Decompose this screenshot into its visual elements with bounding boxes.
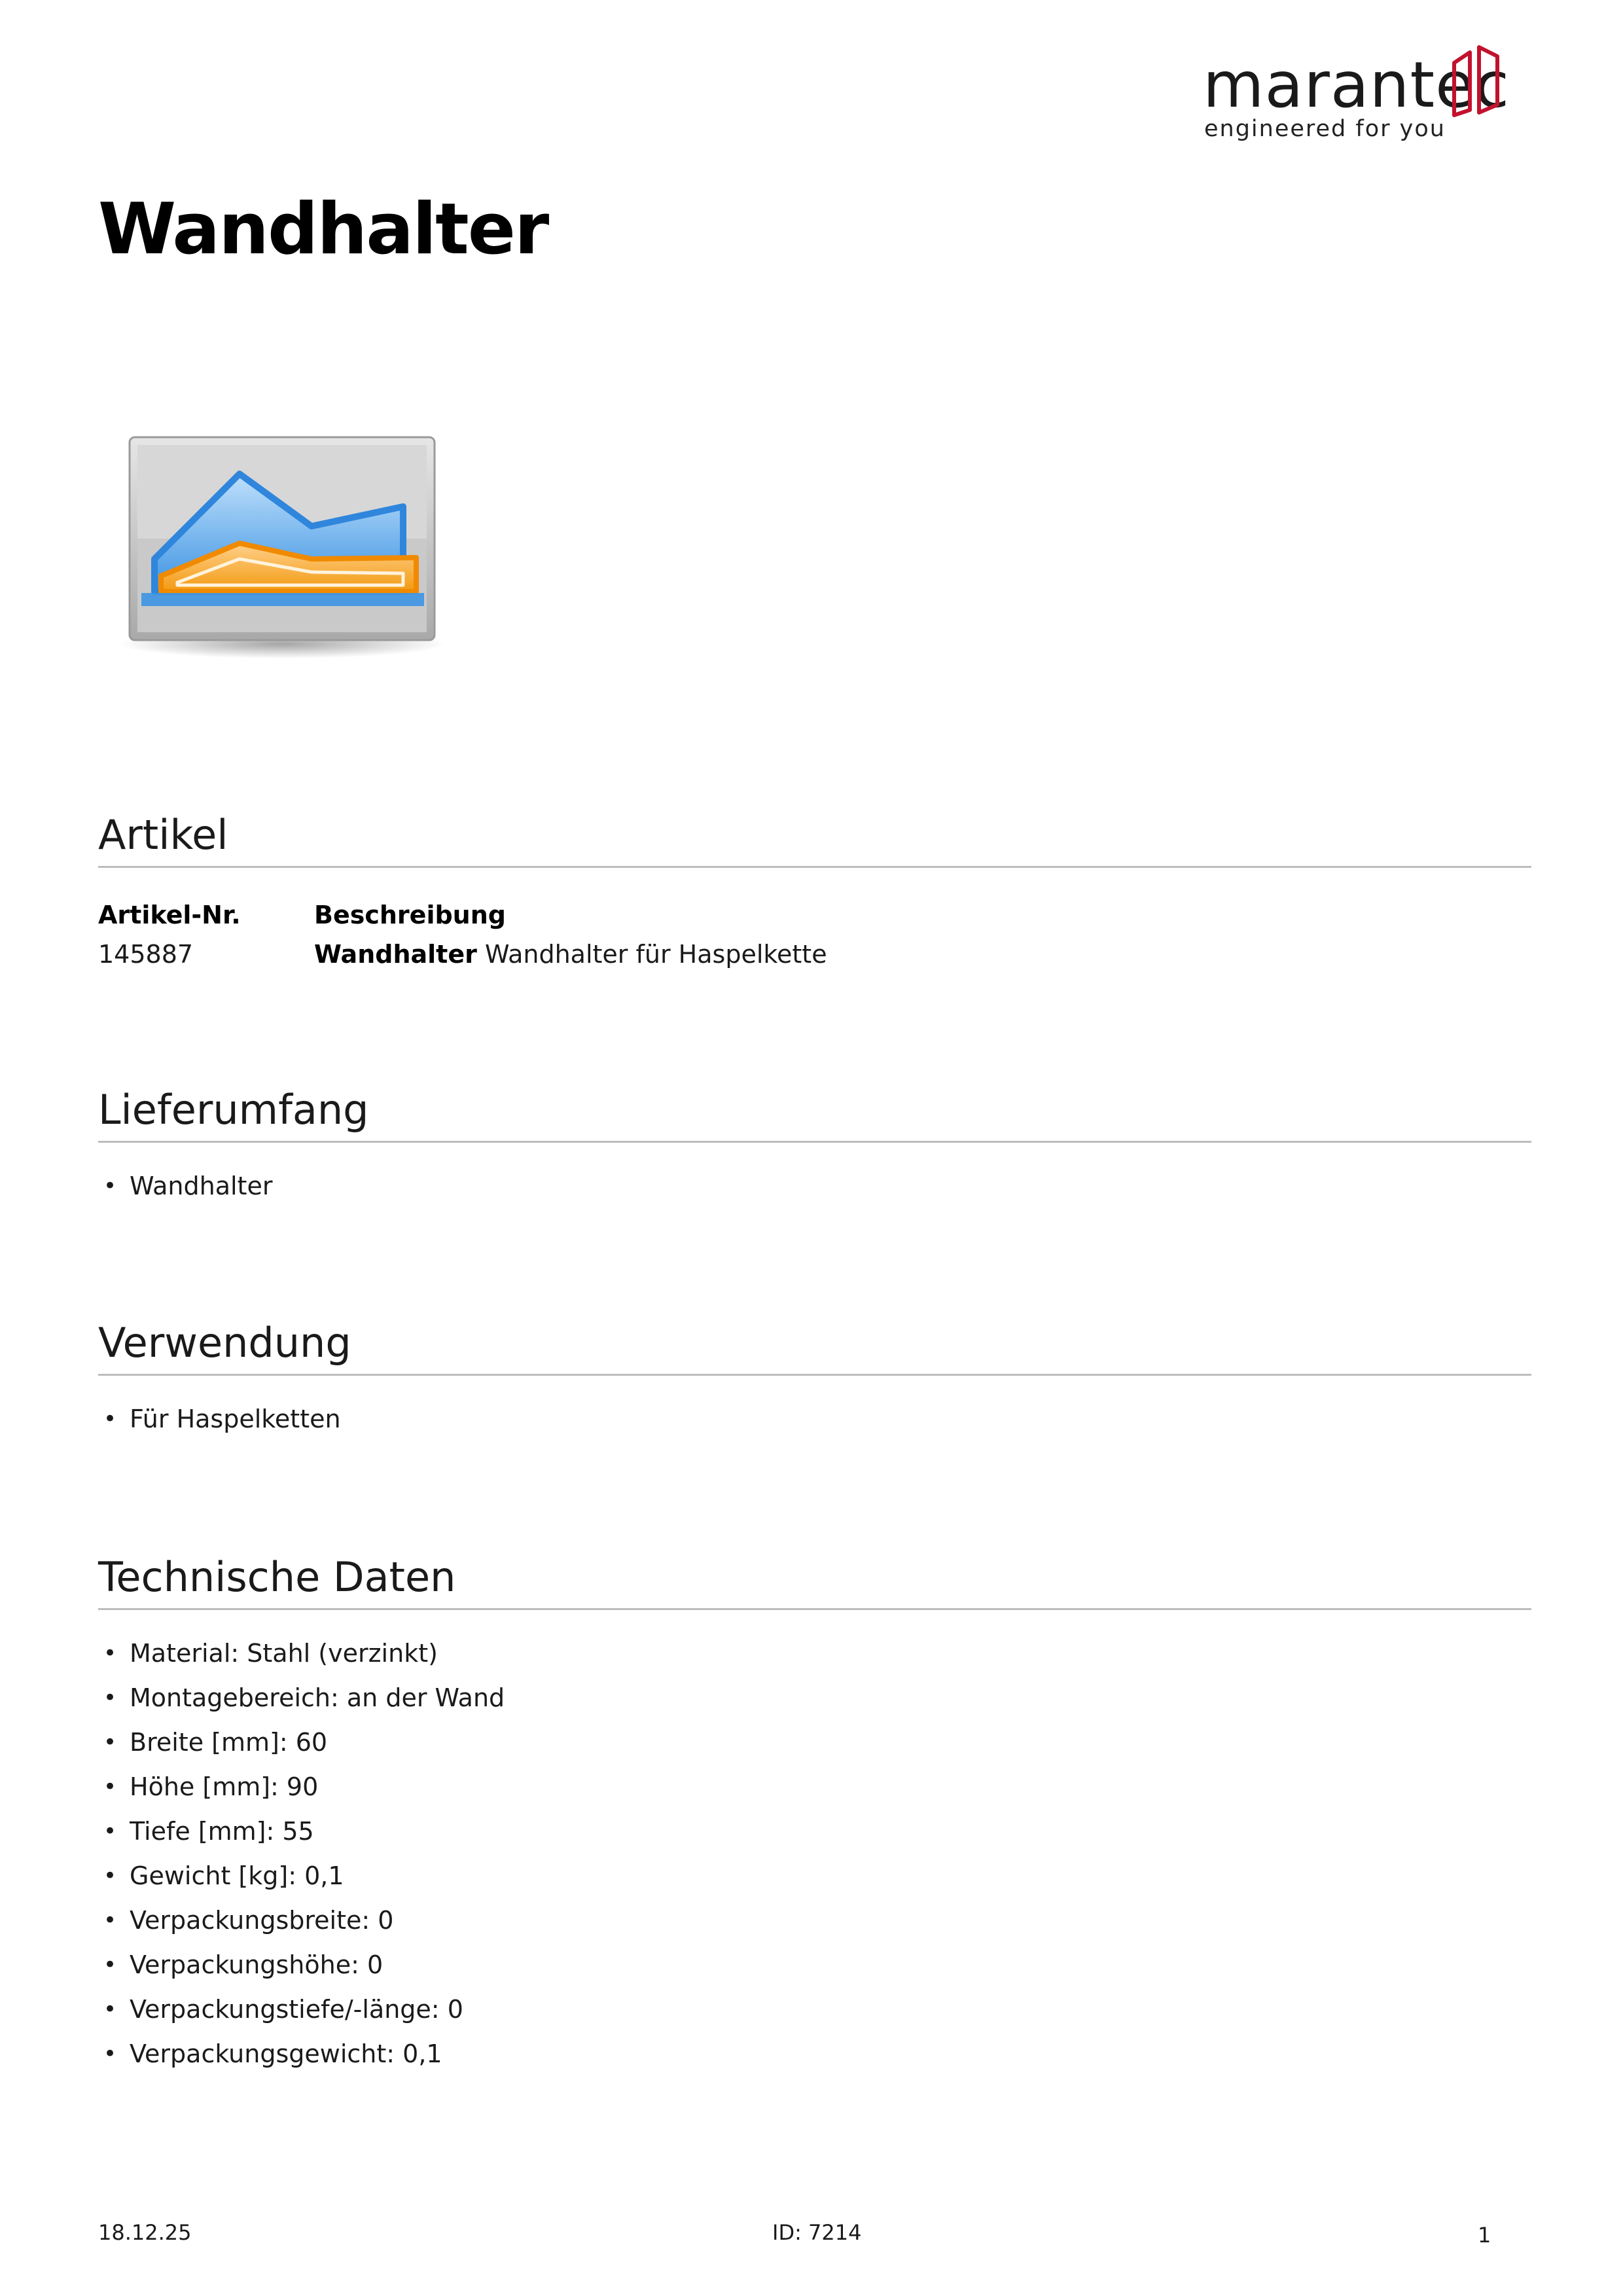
article-description-text: Wandhalter für Haspelkette [484,940,827,969]
list-item: • Verpackungsbreite: 0 [103,1906,394,1935]
section-heading-lieferumfang: Lieferumfang [98,1086,1531,1143]
brand-wordmark: marantec [1203,48,1510,122]
list-item: • Für Haspelketten [103,1405,341,1433]
section-heading-technische-daten: Technische Daten [98,1554,1531,1610]
brand-mark-icon [1450,45,1501,118]
article-number-value: 145887 [98,940,194,969]
footer-page-number: 1 [1478,2223,1491,2248]
list-item: • Wandhalter [103,1172,273,1200]
article-number-column [98,895,308,974]
article-description-header: Beschreibung [314,901,506,929]
section-heading-verwendung: Verwendung [98,1319,1531,1376]
list-item: • Breite [mm]: 60 [103,1728,328,1757]
list-item: • Material: Stahl (verzinkt) [103,1639,438,1668]
list-item: • Verpackungshöhe: 0 [103,1950,383,1979]
list-item: • Montagebereich: an der Wand [103,1683,505,1712]
lieferumfang-list [98,1164,272,1208]
list-item: • Verpackungsgewicht: 0,1 [103,2039,442,2068]
page-title: Wandhalter [98,188,548,270]
list-item: • Höhe [mm]: 90 [103,1772,319,1801]
list-item: • Gewicht [kg]: 0,1 [103,1861,344,1890]
article-number-header: Artikel-Nr. [98,901,241,929]
verwendung-list [98,1397,341,1441]
section-heading-artikel: Artikel [98,812,1531,868]
brand-tagline: engineered for you [1204,116,1446,142]
article-description-name: Wandhalter [314,940,477,969]
article-description-column [314,895,1296,974]
footer-document-id: ID: 7214 [772,2220,862,2245]
article-description-value [314,935,1296,974]
footer-date: 18.12.25 [98,2220,192,2245]
list-item: • Tiefe [mm]: 55 [103,1817,314,1846]
image-placeholder-icon [115,428,449,664]
brand-logo [1203,41,1510,152]
list-item: • Verpackungstiefe/-länge: 0 [103,1995,463,2024]
technische-daten-list [98,1631,505,2076]
